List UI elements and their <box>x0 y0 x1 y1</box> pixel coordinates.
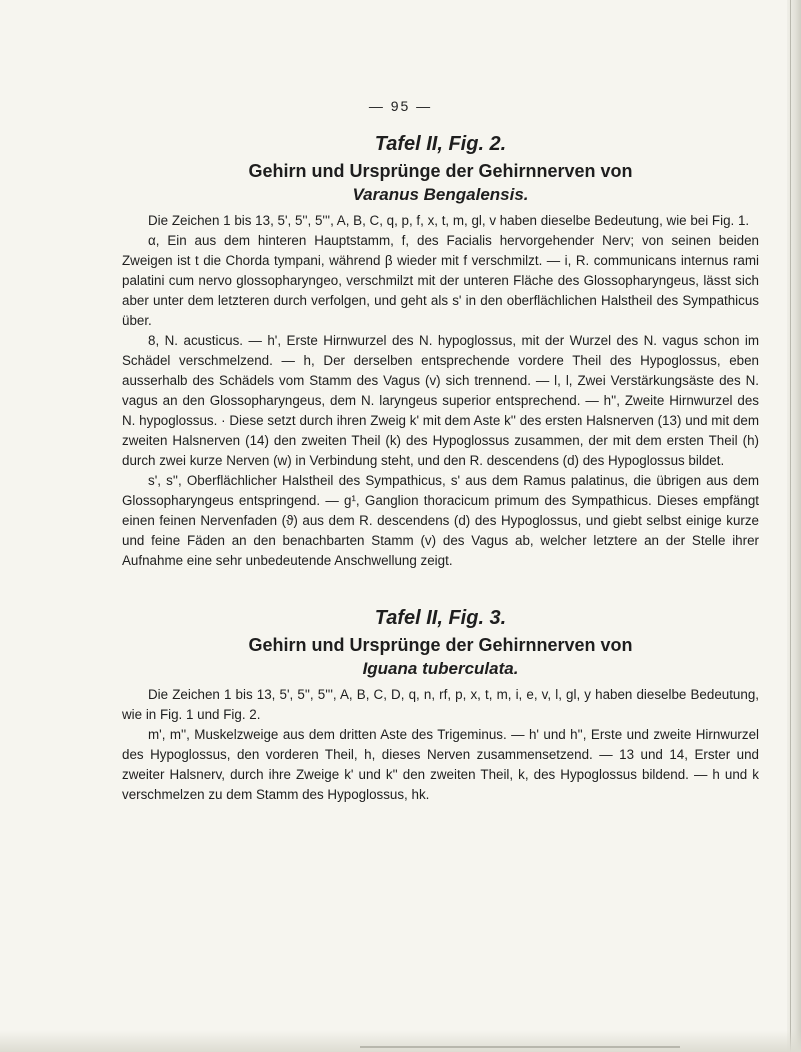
section-gap <box>122 571 759 599</box>
page-number: — 95 — <box>368 98 433 114</box>
paragraph: m', m'', Muskelzweige aus dem dritten Aste des Trigeminus. — h' und h'', Erste und zweite Hirnwurzel des Hypoglossus, den vorderen Theil, h, dieses Nerven zusammensetzend. — 13 und 14, Erster und zweiter Halsnerv, durch ihre Zweige k' und k'' den zweiten Theil, k, des Hypoglossus bildend. — h und k verschmelzen zu dem Stamm des Hypoglossus, hk. <box>122 727 759 802</box>
section-title: Gehirn und Ursprünge der Gehirnnerven von <box>248 635 633 655</box>
section-title: Gehirn und Ursprünge der Gehirnnerven von <box>248 161 633 181</box>
paragraph: s', s'', Oberflächlicher Halstheil des Sympathicus, s' aus dem Ramus palatinus, die übrigen aus dem Glossopharyngeus entspringend. — g¹, Ganglion thoracicum primum des Sympathicus. Dieses empfängt einen feinen Nervenfaden (ϑ) aus dem R. descendens (d) des Hypoglossus, und giebt selbst einige kurze und feine Fäden an den benachbarten Stamm (v) des Vagus ab, welcher letztere an der Stelle ihrer Aufnahme eine sehr unbedeutende Anschwellung zeigt. <box>122 473 759 568</box>
paragraph: Die Zeichen 1 bis 13, 5', 5'', 5''', A, B, C, D, q, n, rf, p, x, t, m, i, e, v, l, gl, y haben dieselbe Bedeutung, wie in Fig. 1 und Fig. 2. <box>122 687 759 722</box>
binding-line <box>790 0 791 1052</box>
scan-artifact-line <box>360 1046 680 1048</box>
bottom-shadow <box>0 1030 801 1052</box>
paragraph: Die Zeichen 1 bis 13, 5', 5'', 5''', A, B, C, q, p, f, x, t, m, gl, v haben dieselbe Bedeutung, wie bei Fig. 1. <box>148 213 750 228</box>
text-body <box>122 125 759 805</box>
section-fig-2 <box>122 131 759 571</box>
species-name: Iguana tuberculata. <box>362 659 519 678</box>
plate-heading: Tafel II, Fig. 2. <box>374 133 507 155</box>
species-name: Varanus Bengalensis. <box>352 185 529 204</box>
paragraph: 8, N. acusticus. — h', Erste Hirnwurzel des N. hypoglossus, mit der Wurzel des N. vagus schon im Schädel verschmelzend. — h, Der derselben entsprechende vordere Theil des Hypoglossus, eben ausserhalb des Schädels vom Stamm des Vagus (v) sich trennend. — l, l, Zwei Verstärkungsäste des N. vagus an den Glossopharyngeus, dem N. laryngeus superior entsprechend. — h'', Zweite Hirnwurzel des N. hypoglossus. · Diese setzt durch ihren Zweig k' mit dem Aste k'' des ersten Halsnerven (13) und mit dem zweiten Halsnerven (14) den zweiten Theil (k) des Hypoglossus zusammen, der mit dem ersten Theil (h) durch zwei kurze Nerven (w) in Verbindung steht, und den R. descendens (d) des Hypoglossus bildet. <box>122 333 759 468</box>
section-fig-3 <box>122 605 759 805</box>
paragraph: α, Ein aus dem hinteren Hauptstamm, f, des Facialis hervorgehender Nerv; von seinen beiden Zweigen ist t die Chorda tympani, während β wieder mit f verschmilzt. — i, R. communicans internus rami palatini cum nervo glossopharyngeo, verschmilzt mit der unteren Fläche des Glossopharyngeus, lässt sich aber unter dem letzteren durch verfolgen, und geht als s' in den oberflächlichen Halstheil des Sympathicus über. <box>122 233 759 328</box>
plate-heading: Tafel II, Fig. 3. <box>374 607 507 629</box>
